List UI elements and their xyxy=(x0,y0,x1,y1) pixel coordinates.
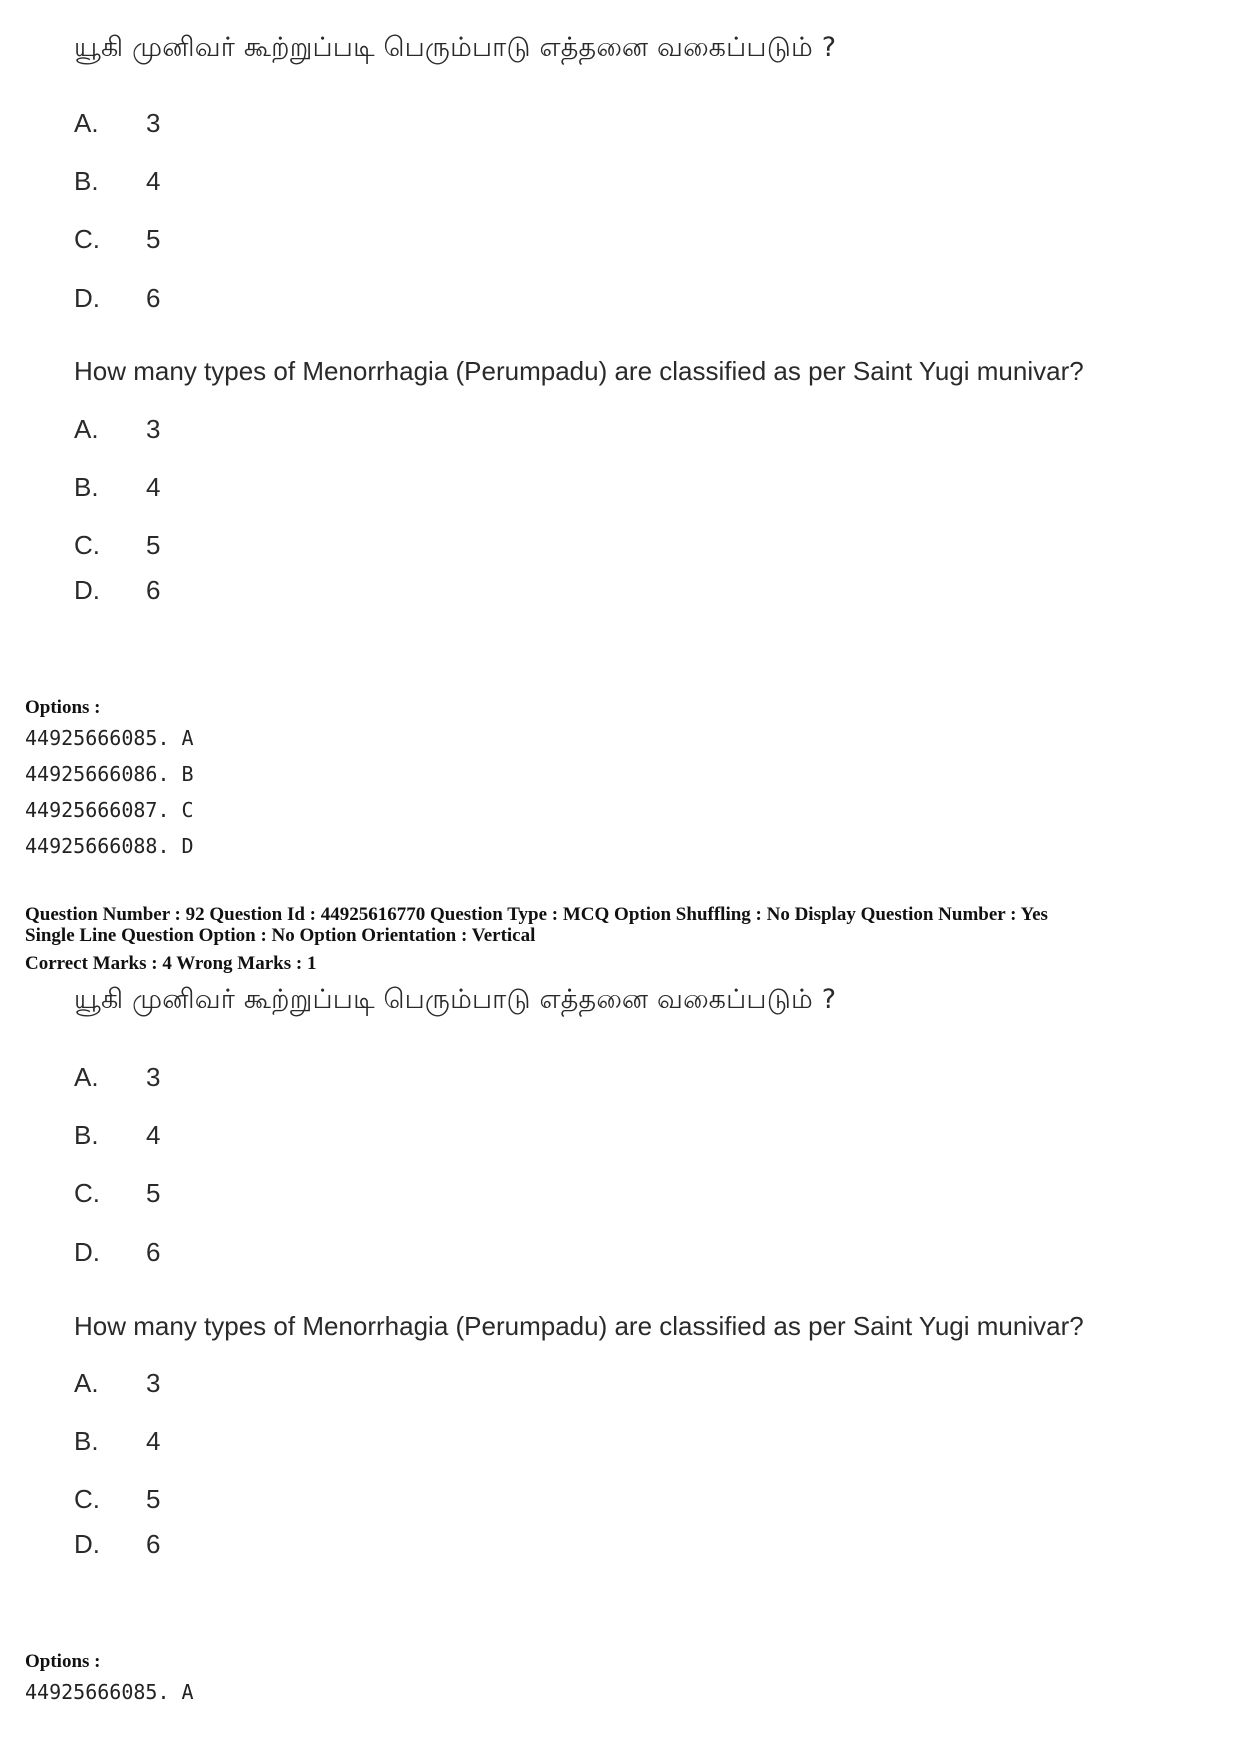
option-code: 44925666087. C xyxy=(25,798,194,822)
tamil-option-value: 6 xyxy=(146,283,161,313)
tamil-option-letter: B. xyxy=(74,1120,99,1150)
tamil-option-letter: C. xyxy=(74,1178,100,1208)
english-option-value: 4 xyxy=(146,472,161,502)
option-code: 44925666085. A xyxy=(25,726,194,750)
tamil-option-value: 4 xyxy=(146,1120,161,1150)
english-option-letter: B. xyxy=(74,472,99,502)
english-option-value: 6 xyxy=(146,575,161,605)
tamil-option-value: 4 xyxy=(146,166,161,196)
option-code: 44925666086. B xyxy=(25,762,194,786)
english-option-value: 6 xyxy=(146,1529,161,1559)
tamil-option-letter: A. xyxy=(74,108,99,138)
tamil-option-value: 3 xyxy=(146,108,161,138)
option-code: 44925666085. A xyxy=(25,1680,194,1704)
english-option-letter: D. xyxy=(74,1529,100,1559)
tamil-option-letter: A. xyxy=(74,1062,99,1092)
english-option-letter: C. xyxy=(74,530,100,560)
question-meta-line: Question Number : 92 Question Id : 44925616770 Question Type : MCQ Option Shuffling : No Display Question Number : Yes xyxy=(25,904,1048,925)
option-code: 44925666088. D xyxy=(25,834,194,858)
english-option-letter: C. xyxy=(74,1484,100,1514)
tamil-option-letter: B. xyxy=(74,166,99,196)
english-option-letter: A. xyxy=(74,414,99,444)
tamil-question: யூகி முனிவர் கூற்றுப்படி பெரும்பாடு எத்தனை வகைப்படும் ? xyxy=(74,984,837,1015)
tamil-option-value: 3 xyxy=(146,1062,161,1092)
options-label: Options : xyxy=(25,1651,101,1672)
tamil-option-value: 5 xyxy=(146,224,161,254)
english-option-value: 5 xyxy=(146,1484,161,1514)
options-label: Options : xyxy=(25,697,101,718)
english-option-letter: D. xyxy=(74,575,100,605)
english-option-value: 4 xyxy=(146,1426,161,1456)
english-question: How many types of Menorrhagia (Perumpadu) are classified as per Saint Yugi munivar? xyxy=(74,1311,1084,1341)
marks-line: Correct Marks : 4 Wrong Marks : 1 xyxy=(25,953,317,974)
tamil-option-letter: D. xyxy=(74,283,100,313)
question-meta-line: Single Line Question Option : No Option Orientation : Vertical xyxy=(25,925,536,946)
english-option-value: 3 xyxy=(146,414,161,444)
tamil-option-letter: D. xyxy=(74,1237,100,1267)
english-option-letter: B. xyxy=(74,1426,99,1456)
english-option-letter: A. xyxy=(74,1368,99,1398)
tamil-option-letter: C. xyxy=(74,224,100,254)
english-question: How many types of Menorrhagia (Perumpadu) are classified as per Saint Yugi munivar? xyxy=(74,356,1084,386)
tamil-option-value: 6 xyxy=(146,1237,161,1267)
english-option-value: 5 xyxy=(146,530,161,560)
tamil-question: யூகி முனிவர் கூற்றுப்படி பெரும்பாடு எத்தனை வகைப்படும் ? xyxy=(74,32,837,63)
tamil-option-value: 5 xyxy=(146,1178,161,1208)
english-option-value: 3 xyxy=(146,1368,161,1398)
